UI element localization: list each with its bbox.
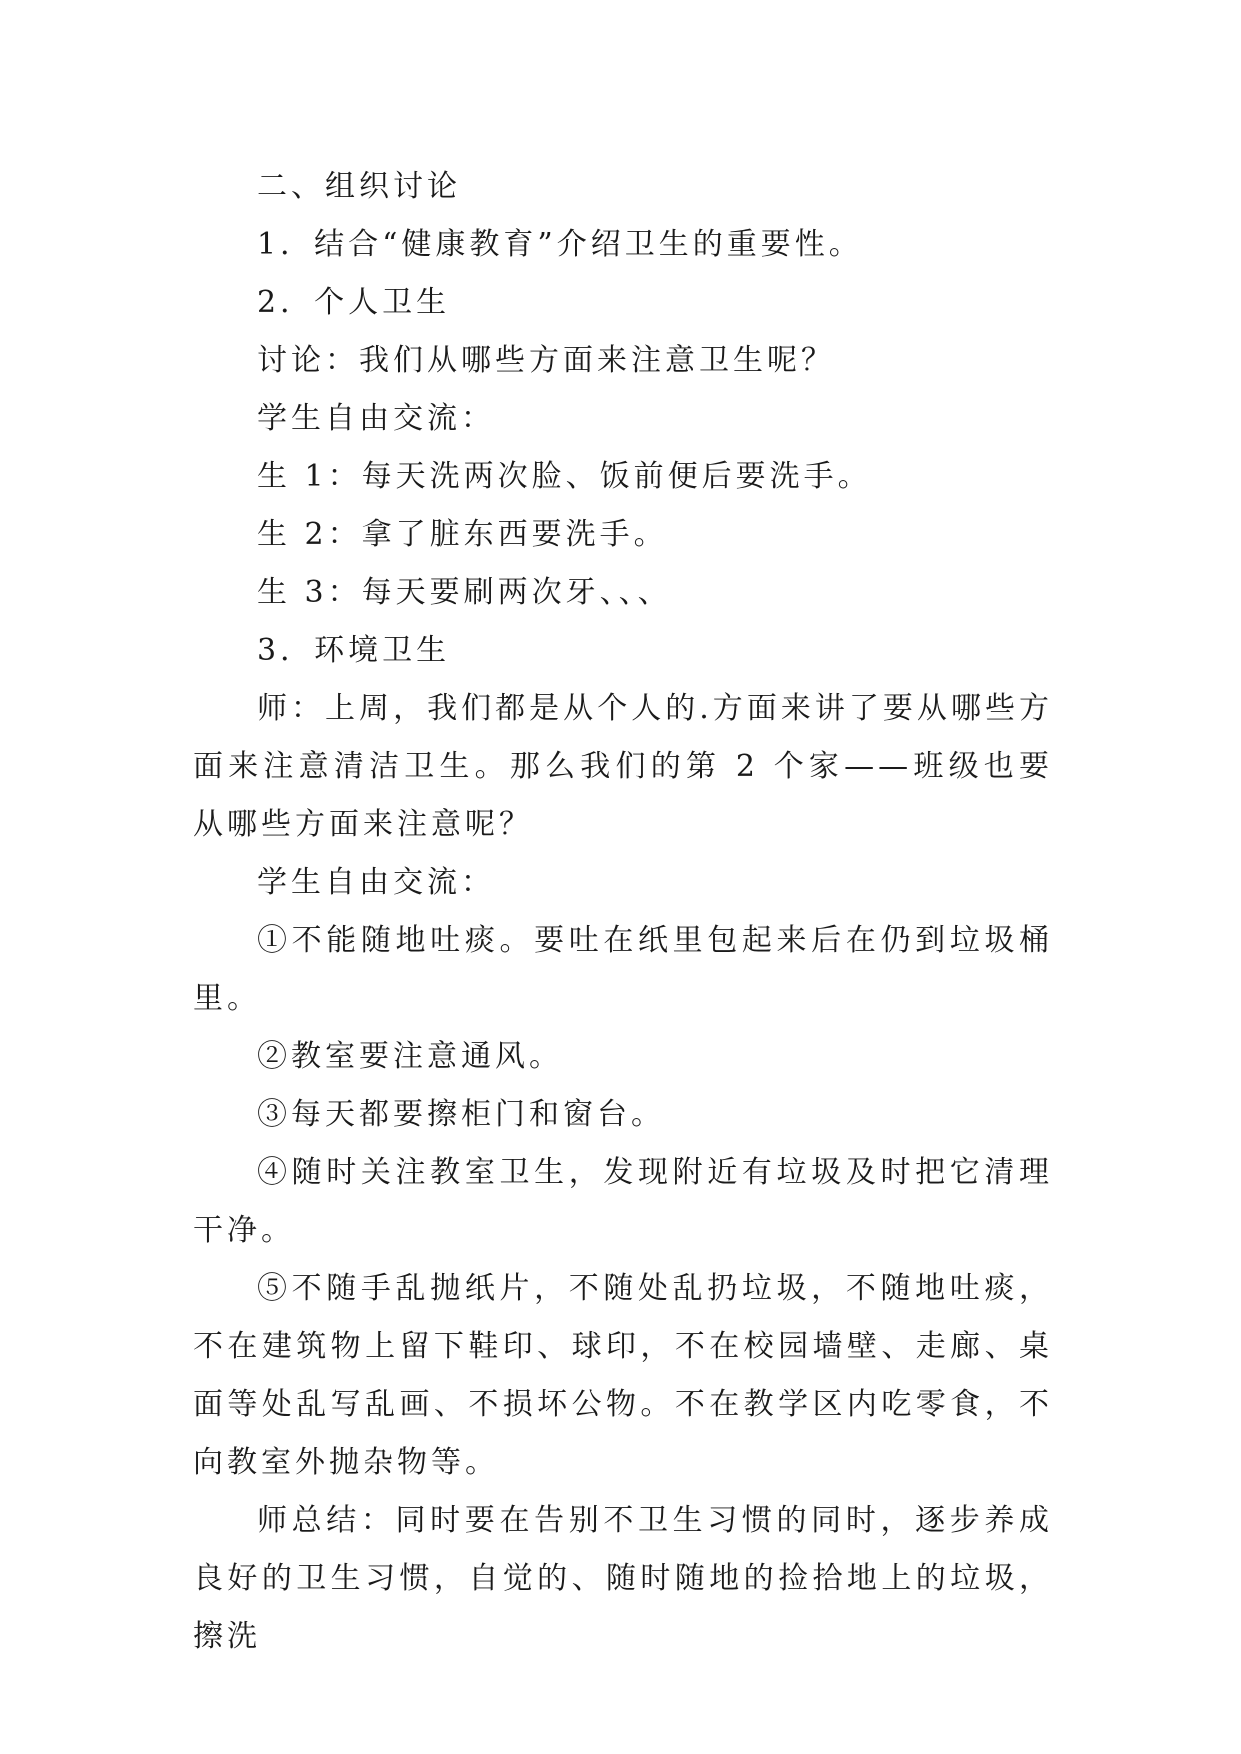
paragraph: 师：上周，我们都是从个人的.方面来讲了要从哪些方面来注意清洁卫生。那么我们的第 2 个家——班级也要从哪些方面来注意呢？	[193, 691, 1053, 842]
document-body	[193, 158, 1053, 1666]
paragraph: 生 3：每天要刷两次牙、、、	[257, 575, 672, 610]
paragraph: 生 1：每天洗两次脸、饭前便后要洗手。	[257, 459, 872, 494]
section-heading: 二、组织讨论	[257, 169, 461, 204]
paragraph: 生 2：拿了脏东西要洗手。	[257, 517, 668, 552]
list-item: ③每天都要擦柜门和窗台。	[257, 1097, 665, 1132]
list-item: 2．个人卫生	[257, 285, 451, 320]
list-item: 3．环境卫生	[257, 633, 451, 668]
paragraph: 学生自由交流：	[257, 401, 495, 436]
paragraph: 学生自由交流：	[257, 865, 495, 900]
paragraph: 讨论：我们从哪些方面来注意卫生呢？	[257, 343, 835, 378]
list-item: ①不能随地吐痰。要吐在纸里包起来后在仍到垃圾桶里。	[193, 923, 1053, 1016]
list-item: 1．结合“健康教育”介绍卫生的重要性。	[257, 227, 863, 262]
list-item: ④随时关注教室卫生，发现附近有垃圾及时把它清理干净。	[193, 1155, 1053, 1248]
list-item: ②教室要注意通风。	[257, 1039, 563, 1074]
list-item: ⑤不随手乱抛纸片，不随处乱扔垃圾，不随地吐痰，不在建筑物上留下鞋印、球印，不在校园墙壁、走廊、桌面等处乱写乱画、不损坏公物。不在教学区内吃零食，不向教室外抛杂物等。	[193, 1271, 1053, 1480]
paragraph: 师总结：同时要在告别不卫生习惯的同时，逐步养成良好的卫生习惯，自觉的、随时随地的捡拾地上的垃圾，擦洗	[193, 1503, 1053, 1654]
